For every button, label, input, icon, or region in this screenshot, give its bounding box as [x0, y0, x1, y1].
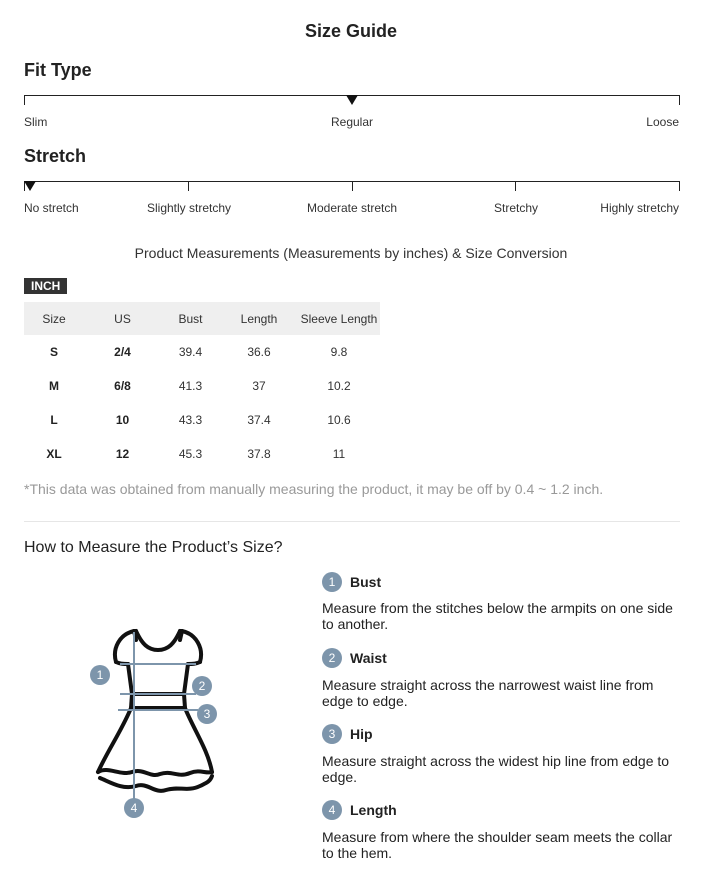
- stretch-marker: [24, 181, 36, 191]
- step-title-bust: Bust: [350, 574, 382, 590]
- stretch-label-stretchy: Stretchy: [493, 201, 539, 215]
- fit-type-heading: Fit Type: [24, 60, 92, 80]
- stretch-heading: Stretch: [24, 146, 87, 166]
- table-row: [24, 437, 380, 471]
- cell-bust: 45.3: [178, 447, 203, 461]
- step-number-badge: 2: [322, 648, 342, 668]
- step-desc-waist: Measure straight across the narrowest waist line from edge to edge.: [322, 677, 654, 709]
- diagram-marker-2: 2: [192, 676, 212, 696]
- cell-bust: 43.3: [178, 413, 203, 427]
- step-number-badge: 1: [322, 572, 342, 592]
- cell-us: 6/8: [114, 379, 131, 393]
- cell-sleeve-length: 10.6: [327, 413, 351, 427]
- diagram-marker-4: 4: [124, 798, 144, 818]
- table-row: [24, 369, 380, 403]
- cell-size: S: [49, 345, 58, 359]
- section-divider: [24, 521, 680, 522]
- step-desc-length: Measure from where the shoulder seam meets the collar to the hem.: [322, 829, 673, 861]
- cell-length: 37.8: [247, 447, 271, 461]
- cell-length: 36.6: [247, 345, 271, 359]
- step-desc-hip: Measure straight across the widest hip line from edge to edge.: [322, 753, 670, 785]
- stretch-scale: [24, 181, 680, 193]
- cell-sleeve-length: 10.2: [327, 379, 351, 393]
- step-desc-bust: Measure from the stitches below the armpits on one side to another.: [322, 600, 673, 632]
- cell-length: 37.4: [247, 413, 271, 427]
- step-title-waist: Waist: [350, 650, 387, 666]
- table-row: [24, 403, 380, 437]
- cell-sleeve-length: 11: [332, 447, 346, 461]
- stretch-label-no-stretch: No stretch: [24, 201, 79, 215]
- stretch-label-slightly-stretchy: Slightly stretchy: [146, 201, 232, 215]
- fit-type-label-regular: Regular: [330, 115, 374, 129]
- size-table: [24, 302, 380, 471]
- cell-us: 2/4: [114, 345, 131, 359]
- cell-us: 12: [115, 447, 130, 461]
- header-size: Size: [24, 302, 84, 335]
- diagram-marker-3: 3: [197, 704, 217, 724]
- cell-length: 37: [252, 379, 266, 393]
- page-title: Size Guide: [304, 21, 398, 41]
- size-table-header: [24, 302, 380, 335]
- header-sleeve-length: Sleeve Length: [298, 302, 380, 335]
- fit-type-label-loose: Loose: [646, 115, 679, 129]
- header-length: Length: [220, 302, 298, 335]
- cell-bust: 41.3: [178, 379, 203, 393]
- cell-size: L: [50, 413, 58, 427]
- cell-us: 10: [115, 413, 130, 427]
- measurement-disclaimer: *This data was obtained from manually measuring the product, it may be off by 0.4 ~ 1.2 inch.: [24, 481, 604, 497]
- header-bust: Bust: [161, 302, 220, 335]
- step-number-badge: 3: [322, 724, 342, 744]
- cell-sleeve-length: 9.8: [330, 345, 348, 359]
- cell-size: M: [49, 379, 59, 393]
- header-us: US: [84, 302, 161, 335]
- step-title-hip: Hip: [350, 726, 373, 742]
- fit-type-marker: [346, 95, 358, 105]
- measurements-title: Product Measurements (Measurements by inches) & Size Conversion: [134, 245, 568, 261]
- stretch-label-moderate-stretch: Moderate stretch: [306, 201, 398, 215]
- step-number-badge: 4: [322, 800, 342, 820]
- fit-type-label-slim: Slim: [24, 115, 48, 129]
- table-row: [24, 335, 380, 369]
- fit-type-scale: [24, 95, 680, 107]
- how-to-measure-title: How to Measure the Product’s Size?: [24, 539, 283, 556]
- diagram-marker-1: 1: [90, 665, 110, 685]
- step-title-length: Length: [350, 802, 397, 818]
- cell-size: XL: [46, 447, 62, 461]
- stretch-label-highly-stretchy: Highly stretchy: [600, 201, 679, 215]
- cell-bust: 39.4: [178, 345, 203, 359]
- unit-badge: INCH: [24, 278, 67, 294]
